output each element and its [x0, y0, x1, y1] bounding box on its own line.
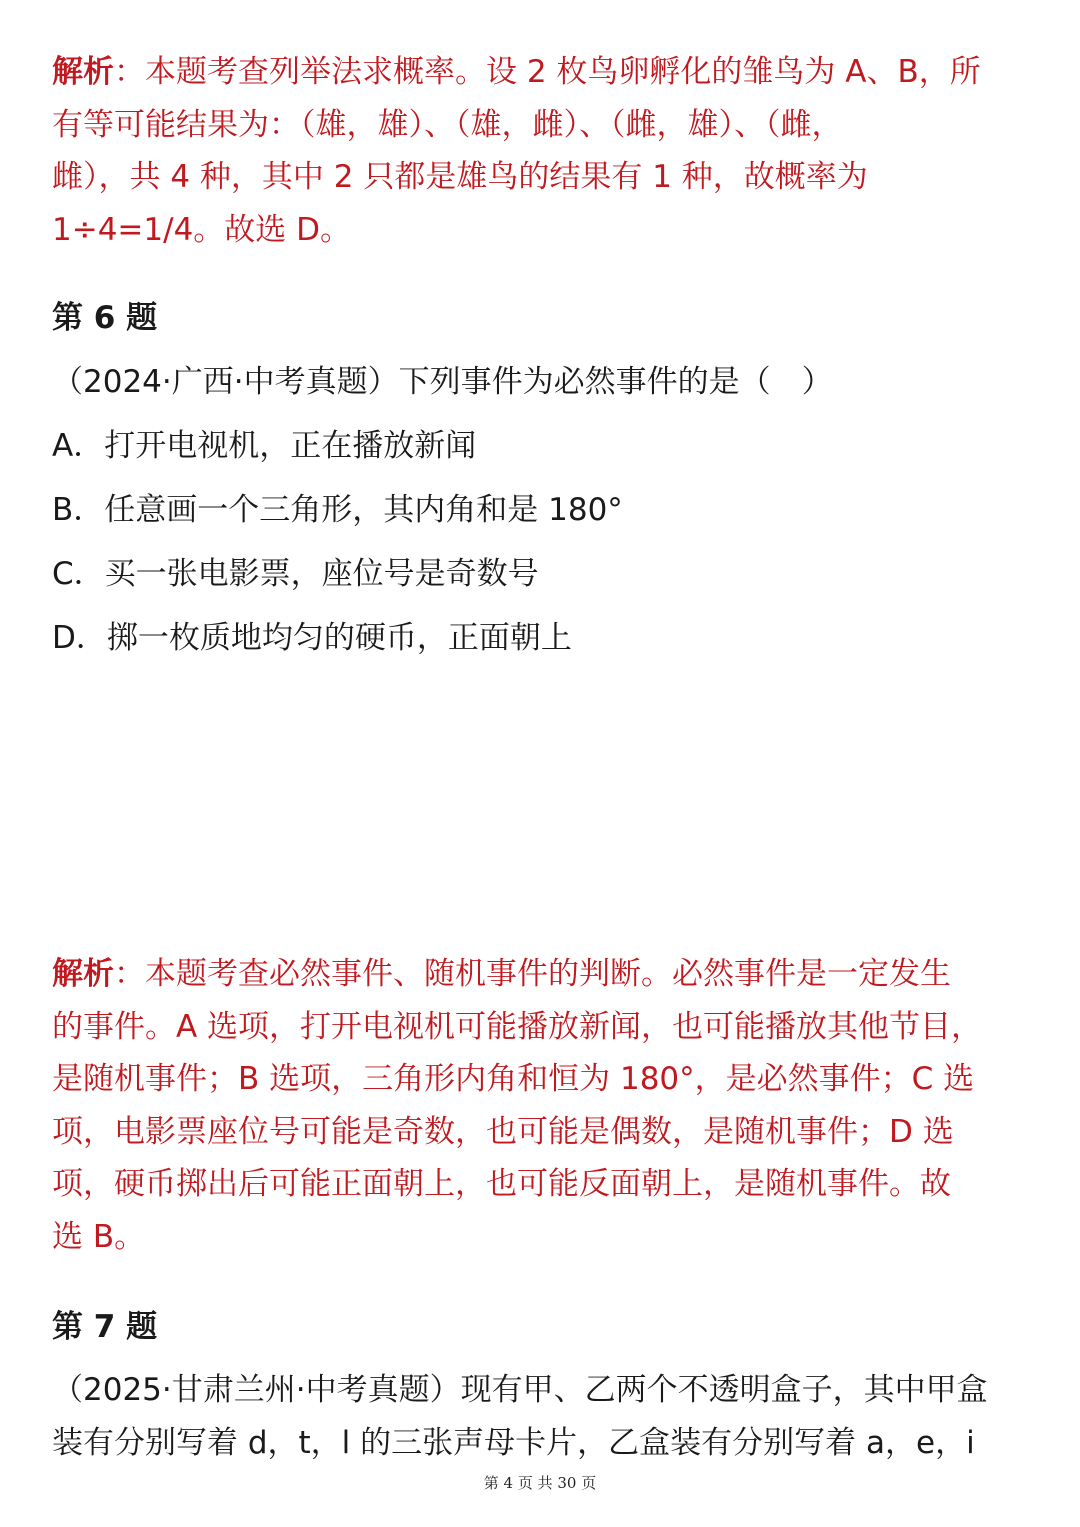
question-7-stem-line-1: （2025·甘肃兰州·中考真题）现有甲、乙两个不透明盒子，其中甲盒: [52, 1372, 988, 1408]
analysis-line: 有等可能结果为：（雄，雄）、（雄，雌）、（雌，雄）、（雌，: [52, 106, 843, 143]
analysis-line: 是随机事件；B 选项，三角形内角和恒为 180°，是必然事件；C 选: [52, 1061, 975, 1097]
analysis-line: 选 B。: [52, 1218, 146, 1255]
analysis-block-2: [52, 948, 1042, 1263]
question-6-option-c: C．买一张电影票，座位号是奇数号: [52, 556, 539, 592]
question-6-option-d: D．掷一枚质地均匀的硬币，正面朝上: [52, 620, 572, 656]
question-6-heading: 第 6 题: [52, 300, 158, 336]
page-number-footer: 第 4 页 共 30 页: [483, 1474, 597, 1492]
question-6-option-b: B．任意画一个三角形，其内角和是 180°: [52, 492, 623, 528]
analysis-block-1: [52, 46, 1042, 256]
analysis-line: 解析：本题考查列举法求概率。设 2 枚鸟卵孵化的雏鸟为 A、B，所: [52, 54, 981, 90]
analysis-line: 解析：本题考查必然事件、随机事件的判断。必然事件是一定发生: [52, 956, 951, 992]
question-6-stem: （2024·广西·中考真题）下列事件为必然事件的是（ ）: [52, 364, 833, 400]
question-6-option-a: A．打开电视机，正在播放新闻: [52, 428, 477, 464]
analysis-line: 的事件。A 选项，打开电视机可能播放新闻，也可能播放其他节目，: [52, 1008, 983, 1045]
analysis-label: 解析: [52, 956, 114, 992]
analysis-line: 项，硬币掷出后可能正面朝上，也可能反面朝上，是随机事件。故: [52, 1166, 951, 1202]
analysis-line: 项，电影票座位号可能是奇数，也可能是偶数，是随机事件；D 选: [52, 1113, 954, 1150]
question-7-stem-line-2: 装有分别写着 d，t，l 的三张声母卡片，乙盒装有分别写着 a，e，i: [52, 1425, 975, 1461]
analysis-line: 雌），共 4 种，其中 2 只都是雄鸟的结果有 1 种，故概率为: [52, 159, 868, 195]
analysis-label: 解析: [52, 54, 114, 90]
question-7-heading: 第 7 题: [52, 1309, 158, 1345]
analysis-line: 1÷4=1/4。故选 D。: [52, 211, 352, 248]
